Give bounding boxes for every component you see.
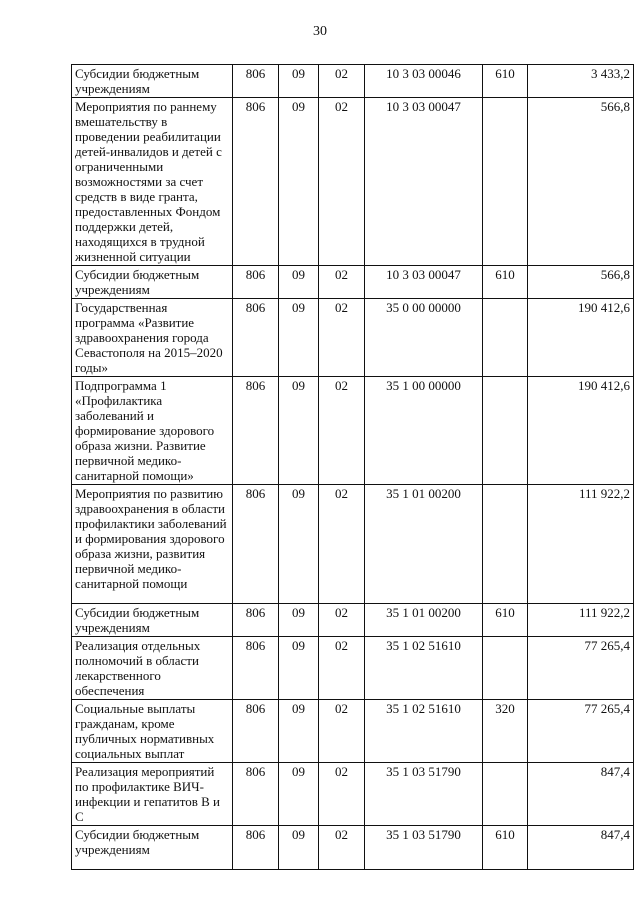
expense-type-code: 610 bbox=[483, 65, 528, 98]
target-article-code: 10 3 03 00047 bbox=[365, 266, 483, 299]
subsection-code: 02 bbox=[319, 377, 365, 485]
expense-type-code bbox=[483, 377, 528, 485]
table-row bbox=[72, 700, 634, 763]
dept-code: 806 bbox=[233, 377, 279, 485]
amount: 77 265,4 bbox=[528, 700, 634, 763]
table-row bbox=[72, 604, 634, 637]
section-code: 09 bbox=[279, 65, 319, 98]
expense-type-code: 610 bbox=[483, 266, 528, 299]
subsection-code: 02 bbox=[319, 763, 365, 826]
subsection-code: 02 bbox=[319, 826, 365, 870]
section-code: 09 bbox=[279, 299, 319, 377]
expense-type-code bbox=[483, 299, 528, 377]
subsection-code: 02 bbox=[319, 604, 365, 637]
section-code: 09 bbox=[279, 637, 319, 700]
expense-type-code bbox=[483, 485, 528, 604]
amount: 566,8 bbox=[528, 266, 634, 299]
row-name: Субсидии бюджетным учреждениям bbox=[72, 604, 233, 637]
expense-type-code bbox=[483, 98, 528, 266]
amount: 190 412,6 bbox=[528, 299, 634, 377]
table-row bbox=[72, 485, 634, 604]
subsection-code: 02 bbox=[319, 700, 365, 763]
row-name: Подпрограмма 1 «Профилактика заболеваний и формирование здорового образа жизни. Развитие первичной медико-санитарной помощи» bbox=[72, 377, 233, 485]
section-code: 09 bbox=[279, 266, 319, 299]
target-article-code: 10 3 03 00046 bbox=[365, 65, 483, 98]
table-row bbox=[72, 377, 634, 485]
table-row bbox=[72, 637, 634, 700]
expense-type-code: 610 bbox=[483, 826, 528, 870]
amount: 77 265,4 bbox=[528, 637, 634, 700]
dept-code: 806 bbox=[233, 637, 279, 700]
amount: 566,8 bbox=[528, 98, 634, 266]
section-code: 09 bbox=[279, 485, 319, 604]
target-article-code: 35 1 01 00200 bbox=[365, 485, 483, 604]
table-row bbox=[72, 98, 634, 266]
subsection-code: 02 bbox=[319, 485, 365, 604]
section-code: 09 bbox=[279, 98, 319, 266]
dept-code: 806 bbox=[233, 299, 279, 377]
row-name: Субсидии бюджетным учреждениям bbox=[72, 826, 233, 870]
row-name: Субсидии бюджетным учреждениям bbox=[72, 266, 233, 299]
expense-type-code bbox=[483, 763, 528, 826]
target-article-code: 10 3 03 00047 bbox=[365, 98, 483, 266]
table-row bbox=[72, 763, 634, 826]
target-article-code: 35 0 00 00000 bbox=[365, 299, 483, 377]
row-name: Реализация отдельных полномочий в области лекарственного обеспечения bbox=[72, 637, 233, 700]
section-code: 09 bbox=[279, 826, 319, 870]
page-number: 30 bbox=[313, 24, 327, 39]
dept-code: 806 bbox=[233, 604, 279, 637]
row-name: Субсидии бюджетным учреждениям bbox=[72, 65, 233, 98]
dept-code: 806 bbox=[233, 763, 279, 826]
budget-table bbox=[71, 64, 634, 870]
dept-code: 806 bbox=[233, 485, 279, 604]
dept-code: 806 bbox=[233, 266, 279, 299]
table-row bbox=[72, 266, 634, 299]
amount: 3 433,2 bbox=[528, 65, 634, 98]
section-code: 09 bbox=[279, 700, 319, 763]
table-row bbox=[72, 65, 634, 98]
dept-code: 806 bbox=[233, 65, 279, 98]
subsection-code: 02 bbox=[319, 637, 365, 700]
target-article-code: 35 1 02 51610 bbox=[365, 700, 483, 763]
row-name: Мероприятия по развитию здравоохранения в области профилактики заболеваний и формирования здорового образа жизни, развития первичной медико-санитарной помощи bbox=[72, 485, 233, 604]
target-article-code: 35 1 02 51610 bbox=[365, 637, 483, 700]
section-code: 09 bbox=[279, 604, 319, 637]
dept-code: 806 bbox=[233, 98, 279, 266]
amount: 111 922,2 bbox=[528, 485, 634, 604]
dept-code: 806 bbox=[233, 700, 279, 763]
expense-type-code: 610 bbox=[483, 604, 528, 637]
amount: 190 412,6 bbox=[528, 377, 634, 485]
target-article-code: 35 1 00 00000 bbox=[365, 377, 483, 485]
subsection-code: 02 bbox=[319, 65, 365, 98]
row-name: Реализация мероприятий по профилактике ВИЧ-инфекции и гепатитов B и C bbox=[72, 763, 233, 826]
table-row bbox=[72, 299, 634, 377]
target-article-code: 35 1 01 00200 bbox=[365, 604, 483, 637]
section-code: 09 bbox=[279, 763, 319, 826]
table-row bbox=[72, 826, 634, 870]
target-article-code: 35 1 03 51790 bbox=[365, 763, 483, 826]
dept-code: 806 bbox=[233, 826, 279, 870]
subsection-code: 02 bbox=[319, 299, 365, 377]
row-name: Мероприятия по раннему вмешательству в проведении реабилитации детей-инвалидов и детей с ограниченными возможностями за счет средств в виде гранта, предоставленных Фондом поддержки детей, находящихся в трудной жизненной ситуации bbox=[72, 98, 233, 266]
amount: 847,4 bbox=[528, 826, 634, 870]
target-article-code: 35 1 03 51790 bbox=[365, 826, 483, 870]
expense-type-code bbox=[483, 637, 528, 700]
subsection-code: 02 bbox=[319, 98, 365, 266]
expense-type-code: 320 bbox=[483, 700, 528, 763]
amount: 111 922,2 bbox=[528, 604, 634, 637]
subsection-code: 02 bbox=[319, 266, 365, 299]
row-name: Государственная программа «Развитие здравоохранения города Севастополя на 2015–2020 годы» bbox=[72, 299, 233, 377]
section-code: 09 bbox=[279, 377, 319, 485]
row-name: Социальные выплаты гражданам, кроме публичных нормативных социальных выплат bbox=[72, 700, 233, 763]
amount: 847,4 bbox=[528, 763, 634, 826]
